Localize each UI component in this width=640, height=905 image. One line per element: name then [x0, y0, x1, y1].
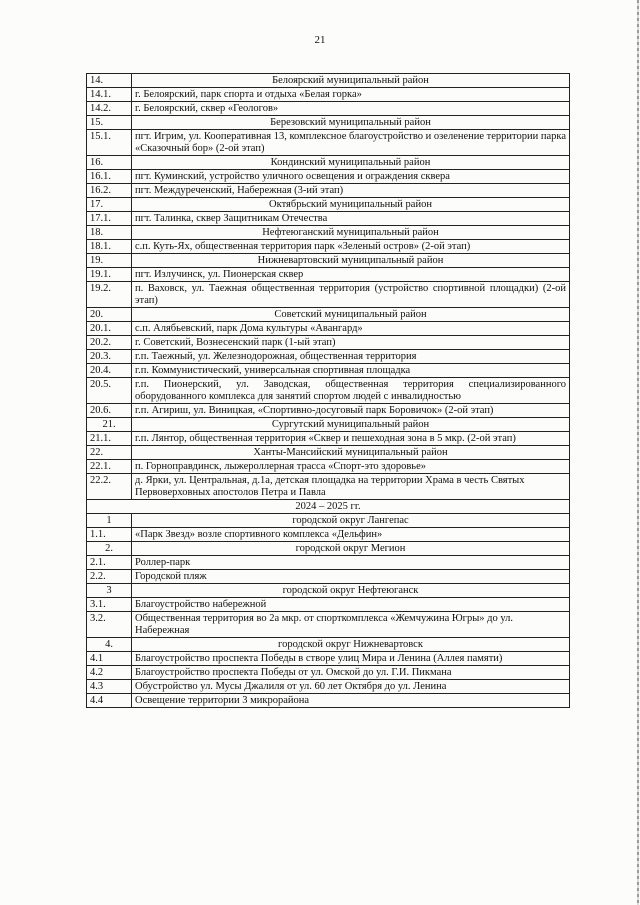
table-row	[87, 680, 570, 694]
row-text: г. Советский, Вознесенский парк (1-ый этап)	[132, 336, 570, 350]
table-row	[87, 170, 570, 184]
row-number: 21.1.	[87, 432, 132, 446]
section-row	[87, 226, 570, 240]
projects-table	[86, 73, 570, 708]
section-row	[87, 638, 570, 652]
row-number: 20.6.	[87, 404, 132, 418]
section-row	[87, 74, 570, 88]
table-row	[87, 694, 570, 708]
row-text: пгт. Излучинск, ул. Пионерская сквер	[132, 268, 570, 282]
row-number: 20.	[87, 308, 132, 322]
table-row	[87, 598, 570, 612]
row-text: Благоустройство проспекта Победы от ул. Омской до ул. Г.И. Пикмана	[132, 666, 570, 680]
row-text: Городской пляж	[132, 570, 570, 584]
row-text: пгт. Куминский, устройство уличного освещения и ограждения сквера	[132, 170, 570, 184]
table-row	[87, 240, 570, 254]
section-title: городской округ Мегион	[132, 542, 570, 556]
row-text: Роллер-парк	[132, 556, 570, 570]
table-row	[87, 652, 570, 666]
row-number: 14.2.	[87, 102, 132, 116]
period-row	[87, 500, 570, 514]
row-number: 20.3.	[87, 350, 132, 364]
table-row	[87, 336, 570, 350]
table-row	[87, 404, 570, 418]
section-title: Березовский муниципальный район	[132, 116, 570, 130]
section-title: Советский муниципальный район	[132, 308, 570, 322]
row-number: 20.2.	[87, 336, 132, 350]
table-row	[87, 432, 570, 446]
row-text: Благоустройство набережной	[132, 598, 570, 612]
row-text: Общественная территория во 2а мкр. от спорткомплекса «Жемчужина Югры» до ул. Набережная	[132, 612, 570, 638]
section-row	[87, 418, 570, 432]
table-row	[87, 88, 570, 102]
section-row	[87, 116, 570, 130]
row-number: 14.1.	[87, 88, 132, 102]
section-row	[87, 584, 570, 598]
row-number: 1.1.	[87, 528, 132, 542]
row-text: с.п. Куть-Ях, общественная территория парк «Зеленый остров» (2-ой этап)	[132, 240, 570, 254]
section-title: городской округ Лангепас	[132, 514, 570, 528]
table-row	[87, 556, 570, 570]
row-text: г.п. Коммунистический, универсальная спортивная площадка	[132, 364, 570, 378]
row-number: 3.2.	[87, 612, 132, 638]
table-row	[87, 378, 570, 404]
section-row	[87, 446, 570, 460]
row-text: г.п. Таежный, ул. Железнодорожная, общественная территория	[132, 350, 570, 364]
row-text: д. Ярки, ул. Центральная, д.1а, детская площадка на территории Храма в честь Святых Первоверховных апостолов Петра и Павла	[132, 474, 570, 500]
table-row	[87, 612, 570, 638]
row-number: 15.1.	[87, 130, 132, 156]
table-row	[87, 666, 570, 680]
period-label: 2024 – 2025 гг.	[87, 500, 570, 514]
row-number: 20.1.	[87, 322, 132, 336]
table-row	[87, 528, 570, 542]
table-row	[87, 322, 570, 336]
row-number: 16.2.	[87, 184, 132, 198]
row-number: 17.	[87, 198, 132, 212]
row-number: 2.2.	[87, 570, 132, 584]
row-number: 18.1.	[87, 240, 132, 254]
row-text: г. Белоярский, сквер «Геологов»	[132, 102, 570, 116]
row-text: г. Белоярский, парк спорта и отдыха «Белая горка»	[132, 88, 570, 102]
row-number: 4.	[87, 638, 132, 652]
table-row	[87, 130, 570, 156]
section-title: Сургутский муниципальный район	[132, 418, 570, 432]
section-title: Ханты-Мансийский муниципальный район	[132, 446, 570, 460]
section-title: Белоярский муниципальный район	[132, 74, 570, 88]
table-row	[87, 282, 570, 308]
table-row	[87, 184, 570, 198]
row-number: 22.	[87, 446, 132, 460]
row-number: 20.5.	[87, 378, 132, 404]
row-text: г.п. Агириш, ул. Виницкая, «Спортивно-досуговый парк Боровичок» (2-ой этап)	[132, 404, 570, 418]
section-row	[87, 198, 570, 212]
row-number: 4.3	[87, 680, 132, 694]
section-title: Кондинский муниципальный район	[132, 156, 570, 170]
row-text: Благоустройство проспекта Победы в створе улиц Мира и Ленина (Аллея памяти)	[132, 652, 570, 666]
row-number: 4.4	[87, 694, 132, 708]
row-number: 2.	[87, 542, 132, 556]
row-text: пгт. Игрим, ул. Кооперативная 13, комплексное благоустройство и озеленение территории парка «Сказочный бор» (2-ой этап)	[132, 130, 570, 156]
row-number: 20.4.	[87, 364, 132, 378]
scan-edge	[637, 0, 639, 905]
row-number: 17.1.	[87, 212, 132, 226]
section-title: городской округ Нефтеюганск	[132, 584, 570, 598]
section-row	[87, 514, 570, 528]
section-row	[87, 542, 570, 556]
row-number: 15.	[87, 116, 132, 130]
row-number: 19.2.	[87, 282, 132, 308]
page-number: 21	[314, 34, 326, 46]
row-text: «Парк Звезд» возле спортивного комплекса «Дельфин»	[132, 528, 570, 542]
table-row	[87, 350, 570, 364]
row-number: 1	[87, 514, 132, 528]
section-title: Нижневартовский муниципальный район	[132, 254, 570, 268]
row-number: 3	[87, 584, 132, 598]
row-text: Обустройство ул. Мусы Джалиля от ул. 60 лет Октября до ул. Ленина	[132, 680, 570, 694]
table-row	[87, 460, 570, 474]
section-row	[87, 156, 570, 170]
table-row	[87, 474, 570, 500]
row-number: 22.2.	[87, 474, 132, 500]
row-number: 16.1.	[87, 170, 132, 184]
table-row	[87, 268, 570, 282]
table-row	[87, 570, 570, 584]
table-row	[87, 364, 570, 378]
row-number: 4.2	[87, 666, 132, 680]
row-number: 16.	[87, 156, 132, 170]
row-number: 19.1.	[87, 268, 132, 282]
row-number: 19.	[87, 254, 132, 268]
row-text: с.п. Алябьевский, парк Дома культуры «Авангард»	[132, 322, 570, 336]
row-number: 4.1	[87, 652, 132, 666]
row-text: п. Ваховск, ул. Таежная общественная территория (устройство спортивной площадки) (2-ой этап)	[132, 282, 570, 308]
section-row	[87, 254, 570, 268]
row-text: г.п. Пионерский, ул. Заводская, общественная территория специализированного оборудованного комплекса для занятий спортом людей с инвалидностью	[132, 378, 570, 404]
table-row	[87, 212, 570, 226]
row-number: 21.	[87, 418, 132, 432]
row-number: 2.1.	[87, 556, 132, 570]
row-text: Освещение территории 3 микрорайона	[132, 694, 570, 708]
row-number: 3.1.	[87, 598, 132, 612]
section-row	[87, 308, 570, 322]
row-number: 18.	[87, 226, 132, 240]
row-text: г.п. Лянтор, общественная территория «Сквер и пешеходная зона в 5 мкр. (2-ой этап)	[132, 432, 570, 446]
row-text: п. Горноправдинск, лыжероллерная трасса «Спорт-это здоровье»	[132, 460, 570, 474]
section-title: Нефтеюганский муниципальный район	[132, 226, 570, 240]
table-row	[87, 102, 570, 116]
row-text: пгт. Междуреченский, Набережная (3-ий этап)	[132, 184, 570, 198]
section-title: Октябрьский муниципальный район	[132, 198, 570, 212]
row-number: 14.	[87, 74, 132, 88]
row-text: пгт. Талинка, сквер Защитникам Отечества	[132, 212, 570, 226]
row-number: 22.1.	[87, 460, 132, 474]
section-title: городской округ Нижневартовск	[132, 638, 570, 652]
